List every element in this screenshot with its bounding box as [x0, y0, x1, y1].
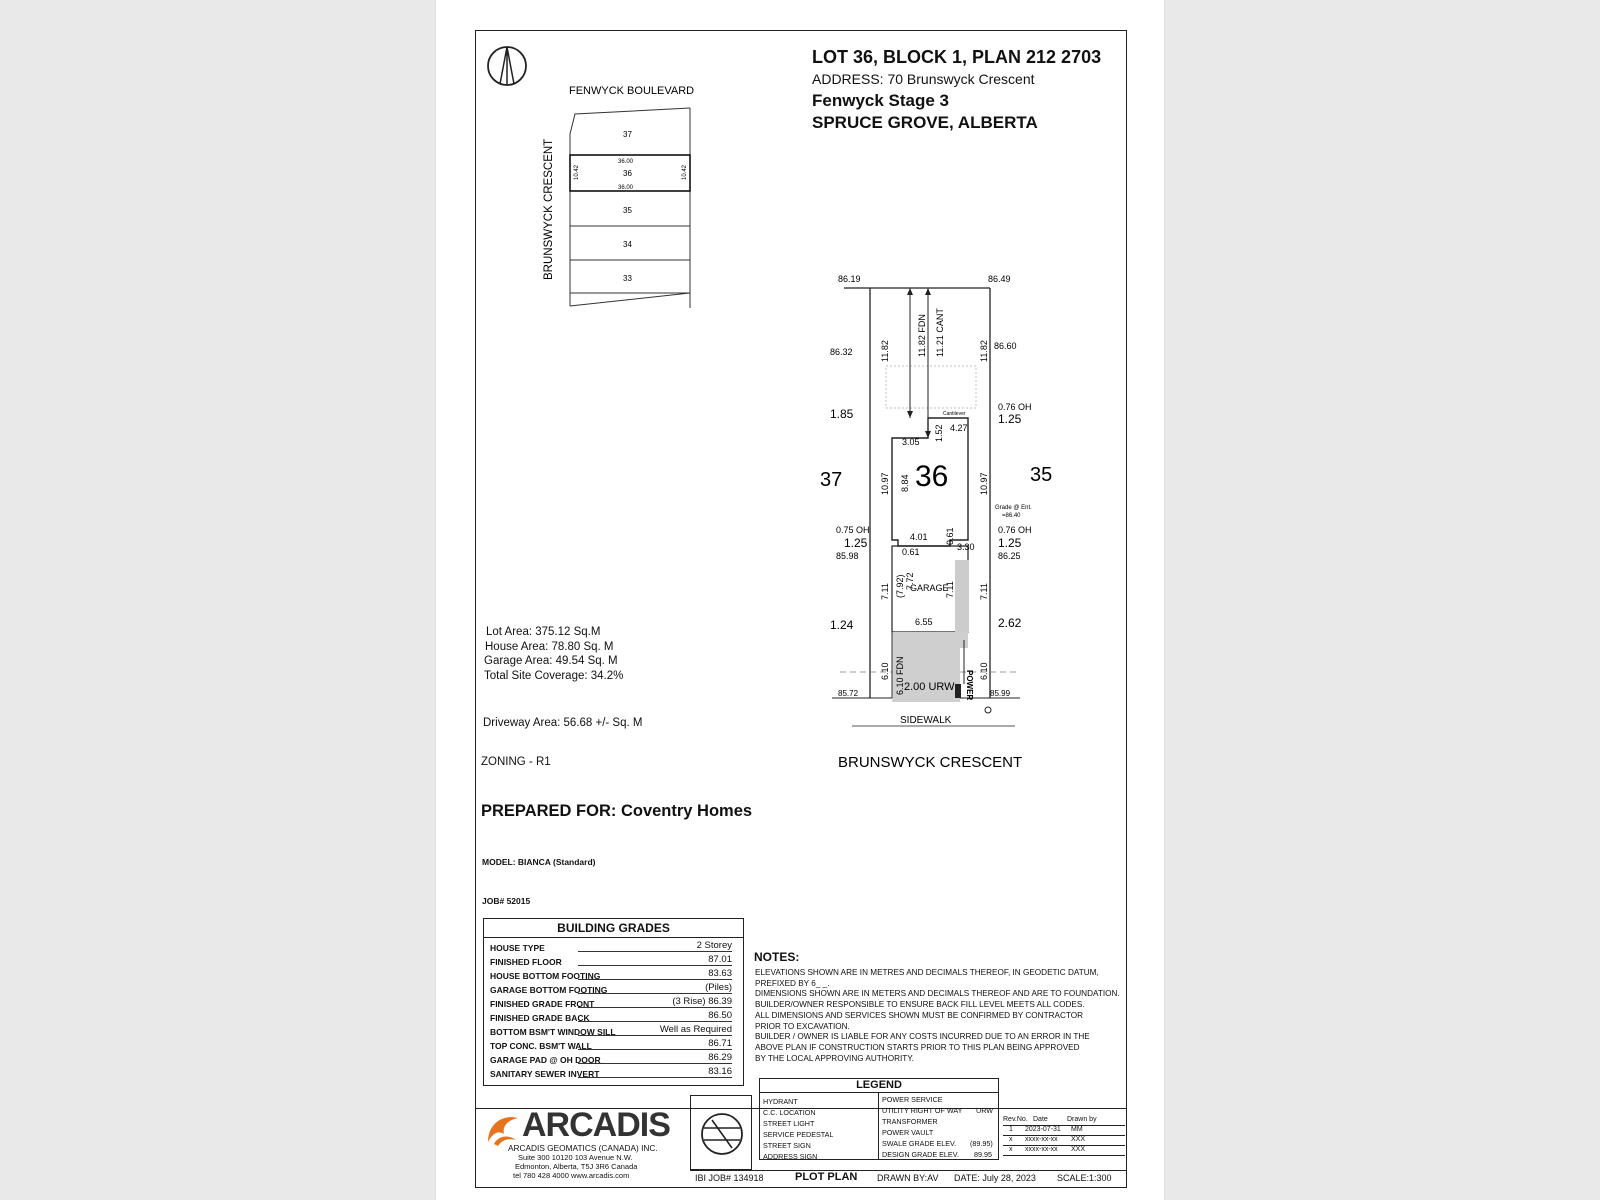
grade-row: GARAGE PAD @ OH DOOR 86.29 [490, 1052, 732, 1065]
side-r1: 1.25 [998, 412, 1022, 426]
dim-061b: 0.61 [945, 527, 955, 545]
dim-061a: 0.61 [902, 547, 920, 557]
lot-area: Lot Area: 375.12 Sq.M [486, 626, 601, 638]
legend-design-grade: DESIGN GRADE ELEV. [882, 1150, 959, 1159]
garage-width: 6.55 [915, 617, 933, 627]
front-setback-r: 6.10 [979, 662, 989, 680]
lot-title: LOT 36, BLOCK 1, PLAN 212 2703 [812, 47, 1102, 67]
legend-service-pedestal: SERVICE PEDESTAL [763, 1130, 834, 1139]
garage-792: (7.92) [895, 574, 905, 598]
elev-front-l: 85.72 [838, 689, 859, 698]
key-map [535, 80, 705, 315]
garage-711-right: 7.11 [979, 583, 989, 600]
model: MODEL: BIANCA (Standard) [482, 857, 596, 867]
keymap-street-top: FENWYCK BOULEVARD [569, 85, 695, 97]
oh-r2: 0.76 OH [998, 525, 1032, 535]
dim-427: 4.27 [950, 423, 968, 433]
company-address-2: Edmonton, Alberta, T5J 3R6 Canada [515, 1162, 638, 1171]
prepared-for: PREPARED FOR: Coventry Homes [481, 802, 753, 820]
left-lot: 37 [820, 469, 843, 491]
company-name: ARCADIS GEOMATICS (CANADA) INC. [508, 1143, 658, 1153]
rear-setback-l: 11.82 [880, 340, 890, 362]
building-grades-table [483, 918, 744, 1086]
building-grades-title: BUILDING GRADES [484, 919, 743, 938]
lot-number: 36 [915, 460, 949, 493]
house-area: House Area: 78.80 Sq. M [485, 641, 614, 653]
keymap-lot-34: 34 [623, 240, 632, 249]
legend-street-light: STREET LIGHT [763, 1119, 815, 1128]
house-side-r: 10.97 [979, 472, 989, 495]
keymap-lot-33: 33 [623, 274, 632, 283]
side-l2: 1.25 [844, 536, 868, 550]
notes-body [755, 968, 1125, 1064]
legend-design-value: 89.95 [974, 1150, 992, 1159]
revisions-table: Rev.No. Date Drawn by 1 2023-07-31 MM x xxxx-xx-xx XXX x xxxx-xx-xx XXX [1003, 1116, 1125, 1156]
notes-title: NOTES: [754, 950, 800, 964]
grade-row: GARAGE BOTTOM FOOTING (Piles) [490, 982, 732, 995]
city: SPRUCE GROVE, ALBERTA [812, 113, 1038, 132]
legend-urw-symbol: URW [976, 1106, 994, 1115]
elev-l2: 85.98 [836, 551, 859, 561]
keymap-dim-right: 10.42 [682, 164, 688, 180]
arcadis-mark-icon [692, 1104, 752, 1164]
garage-772: 7.72 [905, 572, 915, 590]
grade-ent-val: =86.40 [1002, 513, 1021, 519]
job-number: JOB# 52015 [482, 896, 531, 906]
legend-power-service: POWER SERVICE [882, 1095, 943, 1104]
note-line: ABOVE PLAN IF CONSTRUCTION STARTS PRIOR TO THIS PLAN BEING APPROVED [755, 1042, 1080, 1052]
elev-l1: 86.32 [830, 347, 853, 357]
dim-330: 3.30 [957, 542, 975, 552]
legend-swale: SWALE GRADE ELEV. [882, 1139, 957, 1148]
scale: SCALE:1:300 [1057, 1173, 1112, 1183]
oh-r1: 0.76 OH [998, 402, 1032, 412]
rear-cant: 11.21 CANT [935, 308, 945, 357]
legend-swale-value: (89.95) [970, 1139, 993, 1148]
plot-plan-drawing [800, 270, 1130, 780]
legend-power-vault: POWER VAULT [882, 1128, 934, 1137]
dim-305: 3.05 [902, 437, 920, 447]
right-lot: 35 [1030, 464, 1053, 486]
note-line: BUILDER / OWNER IS LIABLE FOR ANY COSTS INCURRED DUE TO AN ERROR IN THE [755, 1032, 1090, 1042]
house-depth: 8.84 [900, 474, 910, 492]
dim-152: 1.52 [934, 424, 944, 442]
grade-row: FINISHED FLOOR 87.01 [490, 954, 732, 967]
elev-front-r: 85.99 [990, 689, 1011, 698]
company-contact: tel 780 428 4000 www.arcadis.com [513, 1171, 630, 1180]
keymap-dim-top: 36.00 [618, 159, 634, 165]
keymap-lot-37: 37 [623, 130, 632, 139]
drawn-by: DRAWN BY:AV [877, 1173, 939, 1183]
plot-plan-label: PLOT PLAN [795, 1171, 858, 1183]
company-address-1: Suite 300 10120 103 Avenue N.W. [518, 1153, 633, 1162]
grade-row: HOUSE BOTTOM FOOTING 83.63 [490, 968, 732, 981]
stage: Fenwyck Stage 3 [812, 91, 950, 110]
front-setback-l: 6.10 [880, 662, 890, 680]
rear-setback-r: 11.82 [979, 340, 989, 362]
garage-label: GARAGE [910, 583, 949, 593]
dim-401: 4.01 [910, 532, 928, 542]
corner-tl-elev: 86.19 [838, 274, 861, 284]
zoning: ZONING - R1 [481, 756, 551, 768]
grade-row: FINISHED GRADE FRONT (3 Rise) 86.39 [490, 996, 732, 1009]
house-side-l: 10.97 [880, 472, 890, 495]
side-r2: 1.25 [998, 536, 1022, 550]
note-line: BUILDER/OWNER RESPONSIBLE TO ENSURE BACK FILL LEVEL MEETS ALL CODES. [755, 1000, 1085, 1010]
legend-street-sign: STREET SIGN [763, 1141, 811, 1150]
elev-r2: 86.25 [998, 551, 1021, 561]
urw-label: 2.00 URW [904, 681, 955, 693]
legend-title: LEGEND [760, 1079, 998, 1093]
front-fdn: 6.10 FDN [895, 656, 905, 695]
note-line: ELEVATIONS SHOWN ARE IN METRES AND DECIMALS THEREOF, IN GEODETIC DATUM, PREFIXED BY 6_ _. [755, 968, 1099, 988]
site-coverage: Total Site Coverage: 34.2% [484, 670, 624, 682]
street-label: BRUNSWYCK CRESCENT [838, 754, 1023, 771]
driveway-area: Driveway Area: 56.68 +/- Sq. M [483, 717, 643, 729]
note-line: DIMENSIONS SHOWN ARE IN METERS AND DECIMALS THEREOF AND ARE TO FOUNDATION. [755, 989, 1120, 999]
legend-address-sign: ADDRESS SIGN [763, 1152, 818, 1161]
grade-ent: Grade @ Ent. [995, 505, 1032, 511]
legend-cc-location: C.C. LOCATION [763, 1108, 816, 1117]
side-r3: 2.62 [998, 616, 1022, 630]
grade-row: HOUSE TYPE 2 Storey [490, 940, 732, 953]
garage-area: Garage Area: 49.54 Sq. M [484, 655, 618, 667]
garage-711-left: 7.11 [880, 583, 890, 600]
north-arrow-icon [486, 45, 528, 87]
legend-transformer: TRANSFORMER [882, 1117, 938, 1126]
power-label: POWER [965, 670, 974, 701]
rear-fdn: 11.82 FDN [917, 314, 927, 357]
grade-row: BOTTOM BSM'T WINDOW SILL Well as Required [490, 1024, 732, 1037]
keymap-lot-36: 36 [623, 169, 632, 178]
note-line: ALL DIMENSIONS AND SERVICES SHOWN MUST BE CONFIRMED BY CONTRACTOR [755, 1010, 1084, 1020]
garage-711-mid: 7.11 [945, 581, 955, 598]
keymap-lot-35: 35 [623, 206, 632, 215]
side-l1: 1.85 [830, 407, 854, 421]
legend-utility-row: UTILITY RIGHT OF WAY [882, 1106, 963, 1115]
cantilever-label: Cantilever [943, 411, 966, 417]
note-line: BY THE LOCAL APPROVING AUTHORITY. [755, 1053, 914, 1063]
keymap-street-side: BRUNSWYCK CRESCENT [543, 138, 555, 280]
side-l3: 1.24 [830, 618, 854, 632]
date: DATE: July 28, 2023 [954, 1173, 1036, 1183]
legend-hydrant: HYDRANT [763, 1097, 798, 1106]
keymap-dim-bottom: 36.00 [618, 185, 634, 191]
note-line: PRIOR TO EXCAVATION. [755, 1021, 850, 1031]
ibi-job: IBI JOB# 134918 [695, 1173, 764, 1183]
corner-tr-elev: 86.49 [988, 274, 1011, 284]
legend [759, 1078, 999, 1160]
oh-l2: 0.75 OH [836, 525, 870, 535]
elev-r1: 86.60 [994, 341, 1017, 351]
keymap-dim-left: 10.42 [574, 164, 580, 180]
grade-row: SANITARY SEWER INVERT 83.16 [490, 1066, 732, 1079]
grade-row: FINISHED GRADE BACK 86.50 [490, 1010, 732, 1023]
grade-row: TOP CONC. BSM'T WALL 86.71 [490, 1038, 732, 1051]
sidewalk-label: SIDEWALK [900, 715, 952, 726]
address: ADDRESS: 70 Brunswyck Crescent [812, 71, 1035, 87]
stamp-box [690, 1095, 752, 1170]
company-logo-text: ARCADIS [522, 1106, 670, 1144]
